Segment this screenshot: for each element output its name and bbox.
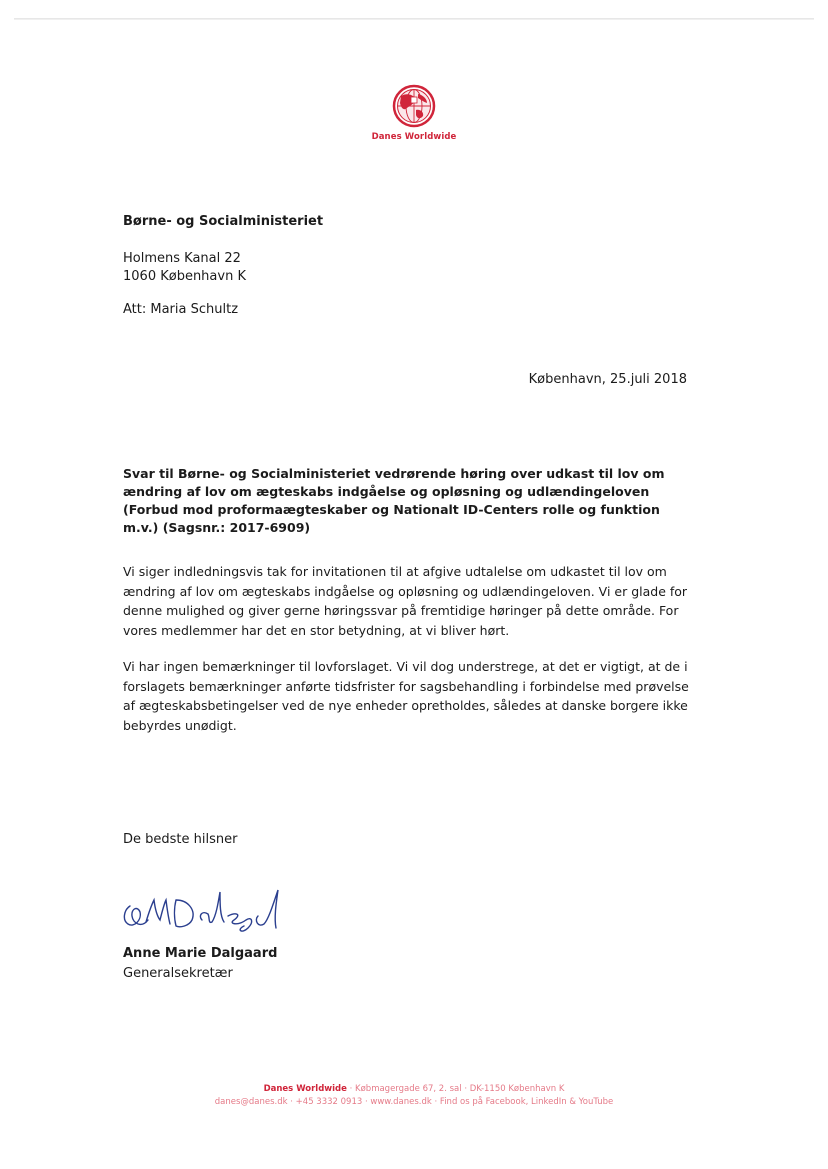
letter-date: København, 25.juli 2018 [528,372,687,387]
footer-address: · Købmagergade 67, 2. sal · DK-1150 København K [346,1084,565,1094]
letterhead-logo [300,84,528,142]
letterhead-logo-text: Danes Worldwide [371,132,457,142]
scan-edge-line [14,18,814,20]
letter-footer [100,1083,728,1109]
address-street: Holmens Kanal 22 [123,251,241,266]
attention-line: Att: Maria Schultz [123,302,239,317]
body-paragraph-1: Vi siger indledningsvis tak for invitationen til at afgive udtalelse om udkastet til lov om ændring af lov om ægteskabs indgåelse og opløsning og udlændingeloven. Vi er glade for denne mulighed og giver gerne høringssvar på fremtidige høringer på dette område. For vores medlemmer har det en stor betydning, at vi bliver hørt. [123,564,688,638]
recipient-address [123,250,246,286]
handwritten-signature [116,886,306,948]
signer-title: Generalsekretær [123,966,233,981]
address-city: 1060 København K [123,269,246,284]
recipient-name: Børne- og Socialministeriet [123,214,324,229]
signer-name: Anne Marie Dalgaard [123,946,278,961]
footer-line-1 [100,1083,728,1096]
body-paragraph-2: Vi har ingen bemærkninger til lovforslaget. Vi vil dog understrege, at det er vigtigt, at de i forslagets bemærkninger anførte tidsfrister for sagsbehandling i forbindelse med prøvelse af ægteskabsbetingelser ved de nye enheder opretholdes, således at danske borgere ikke bebyrdes unødigt. [123,659,689,733]
footer-brand: Danes Worldwide [263,1084,347,1094]
footer-contact: danes@danes.dk · +45 3332 0913 · www.danes.dk · Find os på Facebook, LinkedIn & YouTube [214,1097,614,1107]
globe-logo-icon [392,84,436,128]
letter-subject: Svar til Børne- og Socialministeriet vedrørende høring over udkast til lov om ændring af lov om ægteskabs indgåelse og opløsning og udlændingeloven (Forbud mod proformaægteskaber og Nationalt ID-Centers rolle og funktion m.v.) (Sagsnr.: 2017-6909) [123,466,665,535]
closing-greeting: De bedste hilsner [123,832,238,847]
